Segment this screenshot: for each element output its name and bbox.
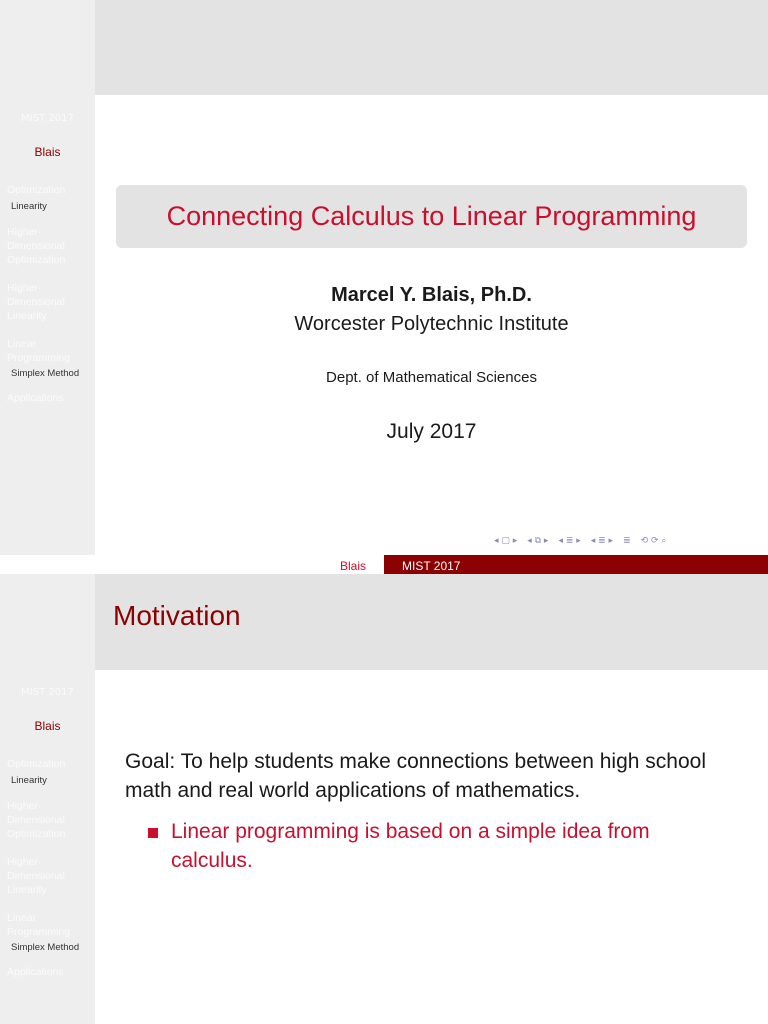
sidebar-author[interactable]: Blais [34,145,61,159]
sidebar-section-applications[interactable]: Applications [7,966,64,978]
footer-author: Blais [339,559,366,573]
presentation-date: July 2017 [386,420,477,443]
sidebar-section-higher-dim-linearity[interactable]: Higher-Dimensional Linearity [7,856,65,896]
bullet-square-icon [148,828,158,838]
sidebar-section-optimization[interactable]: Optimization [7,758,66,770]
sidebar-conference: MIST 2017 [21,687,74,698]
nav-subsection-icon[interactable]: ◂ ⧉ ▸ [527,536,549,546]
sidebar [0,574,95,1024]
nav-search-icon[interactable]: ⟲ ⟳ ⌕ [640,536,667,546]
sidebar-section-linear-programming[interactable]: Linear Programming [7,338,71,364]
slide-motivation [0,574,768,1024]
sidebar-section-optimization[interactable]: Optimization [7,184,66,196]
sidebar-author[interactable]: Blais [34,719,61,733]
title-box [116,185,747,248]
bullet-text: Linear programming is based on a simple idea from calculus. [171,820,650,872]
goal-text: Goal: To help students make connections between high school math and real world applications of mathematics. [125,750,706,802]
nav-section-next-icon[interactable]: ◂ ≣ ▸ [590,536,614,546]
list-item [148,817,748,875]
author-name: Marcel Y. Blais, Ph.D. [331,284,532,306]
department: Dept. of Mathematical Sciences [326,369,537,386]
footer-event: MIST 2017 [402,559,461,573]
footer-author-box [0,555,384,574]
sidebar-subsection-simplex-method[interactable]: Simplex Method [11,942,80,953]
beamer-navigation-bar [494,536,666,546]
footer-event-box [384,555,768,574]
sidebar-subsection-simplex-method[interactable]: Simplex Method [11,368,80,379]
nav-document-icon[interactable]: ≣ [623,536,631,546]
slide-footer [0,555,768,574]
sidebar-section-higher-dim-optimization[interactable]: Higher-Dimensional Optimization [7,226,66,266]
presentation-title: Connecting Calculus to Linear Programming [166,201,697,231]
nav-section-icon[interactable]: ◂ ≣ ▸ [558,536,581,546]
header-band [95,0,768,95]
frame-title: Motivation [113,600,241,631]
sidebar-section-linear-programming[interactable]: Linear Programming [7,912,71,938]
sidebar-section-higher-dim-linearity[interactable]: Higher-Dimensional Linearity [7,282,65,322]
sidebar-subsection-linearity[interactable]: Linearity [11,201,47,212]
nav-frame-icon[interactable]: ◂ ▢ ▸ [494,536,518,546]
sidebar-section-higher-dim-optimization[interactable]: Higher-Dimensional Optimization [7,800,66,840]
sidebar-conference: MIST 2017 [21,113,74,124]
sidebar [0,0,95,555]
sidebar-subsection-linearity[interactable]: Linearity [11,775,47,786]
sidebar-section-applications[interactable]: Applications [7,392,64,404]
institution: Worcester Polytechnic Institute [294,313,569,335]
